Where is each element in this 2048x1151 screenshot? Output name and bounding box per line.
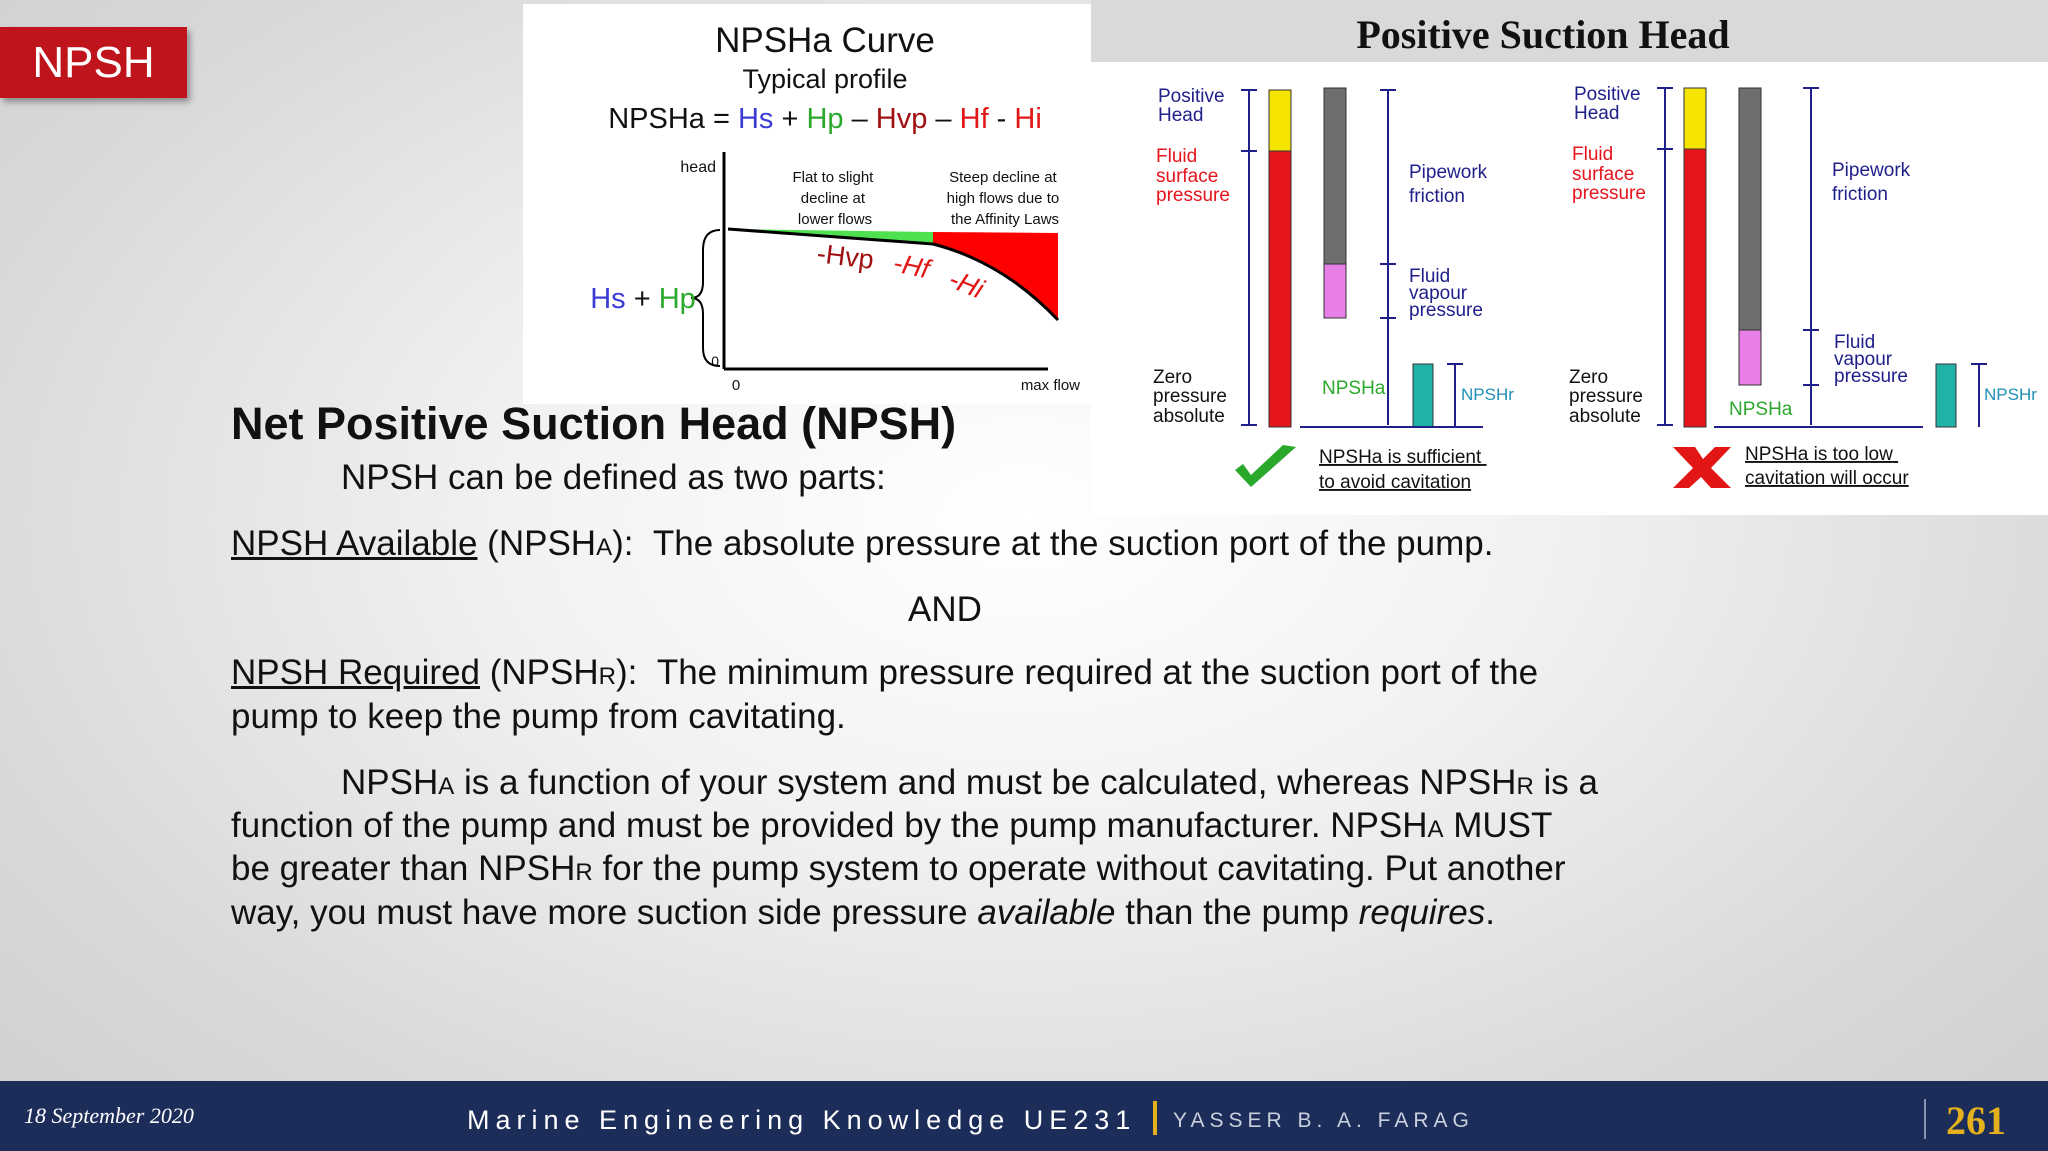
npsh-available-line: NPSH Available (NPSHA): The absolute pressure at the suction port of the pump.: [231, 524, 1494, 563]
left-fluid-surface-bar: [1269, 151, 1291, 427]
psh-right-diagram: [1569, 84, 2037, 489]
npsh-required-line: NPSH Required (NPSHR): The minimum pressure required at the suction port of the: [231, 653, 1539, 692]
left-npsha-label: NPSHa: [1322, 378, 1386, 399]
curve-loss-hf: -Hf: [890, 247, 933, 285]
paragraph-line-4: way, you must have more suction side pressure available than the pump requires.: [231, 893, 1495, 932]
right-positive-head-bar: [1684, 88, 1706, 149]
psh-svg: [1091, 0, 2048, 515]
right-zero-pressure-label: Zero pressure absolute: [1569, 367, 1643, 427]
left-pipework-label: Pipework friction: [1409, 162, 1488, 207]
npsh-required-definition-cont: pump to keep the pump from cavitating.: [231, 697, 846, 736]
curve-x-max: max flow: [1020, 377, 1080, 394]
right-verdict: NPSHa is too low cavitation will occur: [1745, 444, 1909, 489]
main-heading: Net Positive Suction Head (NPSH): [231, 398, 957, 449]
npsh-required-term: NPSH Required: [231, 653, 480, 692]
left-zero-pressure-label: Zero pressure absolute: [1153, 367, 1227, 427]
left-vapour-bar: [1324, 264, 1346, 318]
right-fluid-surface-label: Fluid surface pressure: [1572, 144, 1646, 204]
left-verdict: NPSHa is sufficient to avoid cavitation: [1319, 447, 1482, 493]
footer-bar: [0, 1081, 2048, 1151]
left-pipework-bar: [1324, 88, 1346, 264]
paragraph-line-3: be greater than NPSHR for the pump system to operate without cavitating. Put another: [231, 849, 1566, 888]
footer-author: YASSER B. A. FARAG: [1173, 1109, 1474, 1132]
curve-loss-hvp: -Hvp: [815, 238, 876, 275]
right-npshr-label: NPSHr: [1984, 385, 2037, 404]
footer-course: Marine Engineering Knowledge UE231: [467, 1105, 1137, 1135]
footer-date: 18 September 2020: [24, 1103, 194, 1128]
curve-x-zero: 0: [731, 377, 741, 394]
right-fluid-surface-bar: [1684, 149, 1706, 427]
left-check-icon: [1235, 445, 1296, 487]
positive-suction-head-figure: [1091, 0, 2048, 515]
paragraph-line-1: NPSHA is a function of your system and must be calculated, whereas NPSHR is a: [341, 763, 1598, 802]
right-cross-icon: [1673, 447, 1731, 488]
psh-title: Positive Suction Head: [1356, 12, 1730, 57]
npsha-curve-figure: [523, 4, 1091, 404]
curve-y-label: head: [680, 159, 716, 176]
curve-loss-hi: -Hi: [944, 263, 988, 305]
paragraph-line-2: function of the pump and must be provided by the pump manufacturer. NPSHA MUST: [231, 806, 1553, 845]
right-vapour-label: Fluid vapour pressure: [1834, 332, 1908, 387]
left-npshr-label: NPSHr: [1461, 385, 1514, 404]
curve-formula: NPSHa = Hs + Hp – Hvp – Hf - Hi: [608, 103, 1042, 135]
right-npsha-label: NPSHa: [1729, 399, 1793, 420]
section-badge: NPSH: [0, 27, 187, 98]
npsh-available-definition: The absolute pressure at the suction port of the pump.: [652, 524, 1494, 563]
left-positive-head-label: Positive Head: [1158, 86, 1225, 126]
footer-separator: [1153, 1101, 1157, 1135]
right-positive-head-label: Positive Head: [1574, 84, 1641, 124]
right-pipework-bar: [1739, 88, 1761, 330]
curve-subtitle: Typical profile: [742, 64, 908, 94]
footer-page-divider: [1924, 1099, 1926, 1139]
curve-note-right: Steep decline at high flows due to the Affinity Laws: [946, 169, 1060, 228]
page-number: 261: [1946, 1098, 2006, 1143]
npsh-available-term: NPSH Available: [231, 524, 478, 563]
right-pipework-label: Pipework friction: [1832, 160, 1911, 205]
curve-side-label: Hs + Hp: [590, 283, 696, 315]
left-positive-head-bar: [1269, 90, 1291, 151]
npsh-required-definition: The minimum pressure required at the suction port of the: [656, 653, 1539, 692]
right-vapour-bar: [1739, 330, 1761, 385]
npsha-curve-svg: [523, 4, 1091, 404]
curve-note-left: Flat to slight decline at lower flows: [792, 169, 874, 228]
psh-left-diagram: [1153, 86, 1514, 493]
left-npshr-bar: [1413, 364, 1433, 427]
left-fluid-surface-label: Fluid surface pressure: [1156, 146, 1230, 206]
curve-title: NPSHa Curve: [715, 21, 935, 60]
left-vapour-label: Fluid vapour pressure: [1409, 266, 1483, 321]
and-text: AND: [908, 590, 982, 629]
right-npshr-bar: [1936, 364, 1956, 427]
curve-y-zero: 0: [711, 353, 719, 369]
intro-text: NPSH can be defined as two parts:: [341, 458, 886, 497]
